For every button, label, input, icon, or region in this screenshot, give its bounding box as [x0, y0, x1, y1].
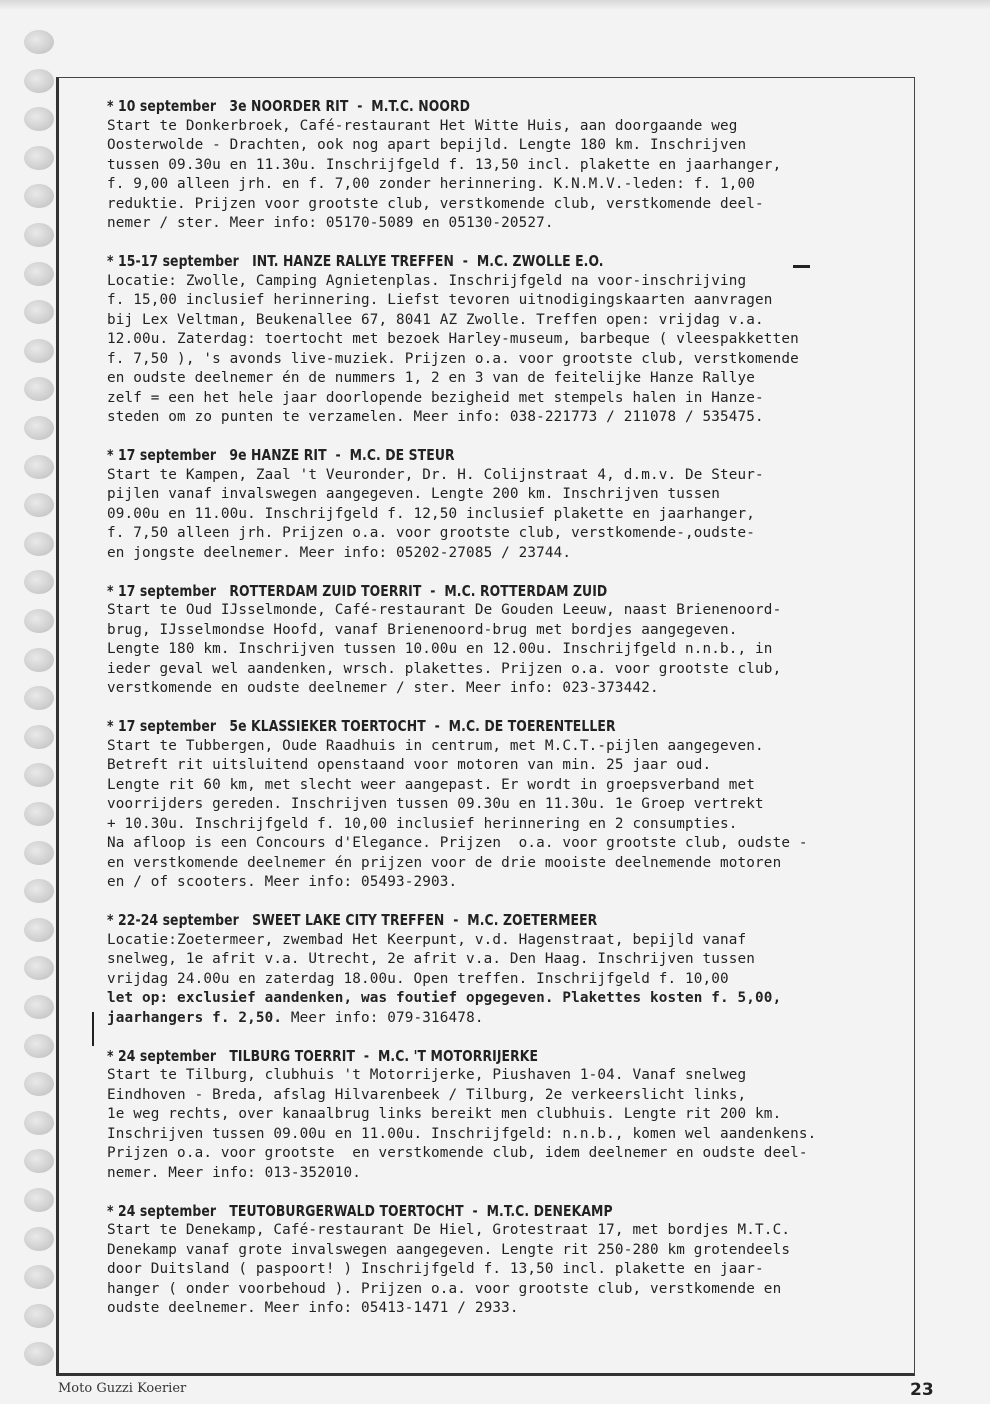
event-text: door Duitsland ( paspoort! ) Inschrijfgeld f. 13,50 incl. plakette en jaar- — [107, 1261, 764, 1277]
binder-hole — [24, 841, 54, 865]
event-text: + 10.30u. Inschrijfgeld f. 10,00 inclusief herinnering en 2 consumpties. — [107, 815, 738, 832]
binder-hole — [24, 223, 54, 247]
binder-hole — [24, 802, 54, 826]
event-text: zelf = een het hele jaar doorlopende bezigheid met stempels halen in Hanze- — [107, 389, 764, 406]
event-text: Betreft rit uitsluitend openstaand voor motoren van min. 25 jaar oud. — [107, 757, 712, 773]
binder-hole — [24, 956, 54, 980]
binder-hole — [24, 30, 54, 54]
binder-hole — [24, 1188, 54, 1212]
binder-hole — [24, 107, 54, 131]
event-text: en / of scooters. Meer info: 05493-2903. — [107, 874, 458, 890]
event-info: Meer info: 079-316478. — [282, 1009, 484, 1026]
binder-hole — [24, 300, 54, 324]
binder-hole — [24, 763, 54, 787]
event-text: Lengte rit 60 km, met slecht weer aangepast. Er wordt in groepsverband met — [107, 776, 756, 793]
event-heading: * 22-24 september SWEET LAKE CITY TREFFEN - M.C. ZOETERMEER — [107, 911, 598, 929]
binder-hole — [24, 262, 54, 286]
event-text: Na afloop is een Concours d'Elegance. Prijzen o.a. voor grootste club, oudste - — [107, 835, 808, 851]
event-text: 1e weg rechts, over kanaalbrug links bereikt men clubhuis. Lengte rit 200 km. — [107, 1106, 782, 1122]
binder-hole — [24, 1072, 54, 1096]
event-text: f. 9,00 alleen jrh. en f. 7,00 zonder herinnering. K.N.M.V.-leden: f. 1,00 — [107, 176, 756, 192]
event-text: steden om zo punten te verzamelen. Meer info: 038-221773 / 211078 / 535475. — [107, 409, 764, 425]
event-heading: * 17 september 9e HANZE RIT - M.C. DE STEUR — [107, 446, 455, 464]
binder-hole — [24, 995, 54, 1019]
binder-hole — [24, 455, 54, 479]
correction-text: let op: exclusief aandenken, was foutief opgegeven. Plakettes kosten f. 5,00, — [107, 990, 782, 1006]
event-text: Start te Tilburg, clubhuis 't Motorrijerke, Piushaven 1-04. Vanaf snelweg — [107, 1067, 747, 1083]
event-entry — [107, 582, 897, 699]
binder-hole — [24, 609, 54, 633]
binder-hole — [24, 1227, 54, 1251]
binder-hole — [24, 493, 54, 517]
event-text: Locatie:Zoetermeer, zwembad Het Keerpunt, v.d. Hagenstraat, bepijld vanaf — [107, 931, 747, 948]
publication-name: Moto Guzzi Koerier — [58, 1381, 187, 1396]
event-text: oudste deelnemer. Meer info: 05413-1471 / 2933. — [107, 1300, 519, 1316]
event-text: Eindhoven - Breda, afslag Hilvarenbeek / Tilburg, 2e verkeerslicht links, — [107, 1086, 747, 1103]
page-edge — [0, 0, 990, 10]
event-text: Start te Donkerbroek, Café-restaurant Het Witte Huis, aan doorgaande weg — [107, 117, 738, 134]
event-heading: * 17 september ROTTERDAM ZUID TOERRIT - M.C. ROTTERDAM ZUID — [107, 581, 608, 600]
event-text: vrijdag 24.00u en zaterdag 18.00u. Open treffen. Inschrijfgeld f. 10,00 — [107, 970, 729, 987]
binder-hole — [24, 570, 54, 594]
event-text: Inschrijven tussen 09.00u en 11.00u. Inschrijfgeld: n.n.b., komen wel aandenkens. — [107, 1125, 817, 1142]
correction-text: jaarhangers f. 2,50. — [107, 1009, 283, 1026]
event-heading: * 15-17 september INT. HANZE RALLYE TREFFEN - M.C. ZWOLLE E.O. — [107, 252, 604, 270]
binder-hole — [24, 339, 54, 363]
event-text: 09.00u en 11.00u. Inschrijfgeld f. 12,50 inclusief plakette en jaarhanger, — [107, 505, 756, 522]
event-text: hanger ( onder voorbehoud ). Prijzen o.a. voor grootste club, verstkomende en — [107, 1280, 782, 1297]
binder-hole — [24, 686, 54, 710]
binder-hole — [24, 532, 54, 556]
event-text: Start te Tubbergen, Oude Raadhuis in centrum, met M.C.T.-pijlen aangegeven. — [107, 737, 764, 754]
page-number: 23 — [910, 1380, 934, 1400]
correction-bar — [92, 1012, 94, 1046]
event-text: reduktie. Prijzen voor grootste club, verstkomende club, verstkomende deel- — [107, 195, 764, 212]
event-text: verstkomende en oudste deelnemer / ster. Meer info: 023-373442. — [107, 680, 659, 696]
binder-hole — [24, 918, 54, 942]
event-text: Denekamp vanaf grote invalswegen aangegeven. Lengte rit 250-280 km grotendeels — [107, 1241, 791, 1258]
event-text: tussen 09.30u en 11.30u. Inschrijfgeld f. 13,50 incl. plakette en jaarhanger, — [107, 156, 782, 173]
event-text: pijlen vanaf invalswegen aangegeven. Lengte 200 km. Inschrijven tussen — [107, 486, 721, 502]
binder-hole — [24, 1304, 54, 1328]
event-entry — [107, 1202, 897, 1319]
event-text: snelweg, 1e afrit v.a. Utrecht, 2e afrit v.a. Den Haag. Inschrijven tussen — [107, 951, 756, 967]
event-text: Lengte 180 km. Inschrijven tussen 10.00u en 12.00u. Inschrijfgeld n.n.b., in — [107, 641, 773, 657]
event-text: Start te Denekamp, Café-restaurant De Hiel, Grotestraat 17, met bordjes M.T.C. — [107, 1222, 791, 1238]
event-calendar — [107, 97, 897, 1337]
event-text: f. 7,50 alleen jrh. Prijzen o.a. voor grootste club, verstkomende-,oudste- — [107, 525, 756, 541]
binder-hole — [24, 1034, 54, 1058]
binder-hole — [24, 184, 54, 208]
event-heading: * 24 september TILBURG TOERRIT - M.C. 'T MOTORRIJERKE — [107, 1046, 539, 1065]
event-text: f. 7,50 ), 's avonds live-muziek. Prijzen o.a. voor grootste club, verstkomende — [107, 350, 799, 367]
binder-hole — [24, 146, 54, 170]
event-entry — [107, 252, 897, 428]
event-text: en jongste deelnemer. Meer info: 05202-27085 / 23744. — [107, 544, 572, 561]
event-text: Start te Kampen, Zaal 't Veuronder, Dr. H. Colijnstraat 4, d.m.v. De Steur- — [107, 466, 764, 483]
event-entry — [107, 1047, 897, 1184]
binder-hole — [24, 1342, 54, 1366]
event-text: nemer. Meer info: 013-352010. — [107, 1164, 361, 1181]
event-entry — [107, 446, 897, 563]
binder-hole — [24, 1149, 54, 1173]
event-text: en verstkomende deelnemer én prijzen voor de drie mooiste deelnemende motoren — [107, 854, 782, 871]
event-heading: * 10 september 3e NOORDER RIT - M.T.C. NOORD — [107, 97, 471, 115]
binder-hole — [24, 416, 54, 440]
binder-hole — [24, 69, 54, 93]
event-entry — [107, 97, 897, 234]
binder-hole — [24, 1265, 54, 1289]
binder-hole — [24, 1111, 54, 1135]
event-text: Locatie: Zwolle, Camping Agnietenplas. Inschrijfgeld na voor-inschrijving — [107, 272, 747, 289]
binder-holes — [24, 30, 56, 1400]
event-text: en oudste deelnemer én de nummers 1, 2 en 3 van de feitelijke Hanze Rallye — [107, 370, 756, 386]
binder-hole — [24, 377, 54, 401]
event-text: 12.00u. Zaterdag: toertocht met bezoek Harley-museum, barbeque ( vleespakketten — [107, 331, 799, 347]
event-text: Oosterwolde - Drachten, ook nog apart bepijld. Lengte 180 km. Inschrijven — [107, 137, 747, 153]
event-text: bij Lex Veltman, Beukenallee 67, 8041 AZ Zwolle. Treffen open: vrijdag v.a. — [107, 311, 764, 328]
event-text: voorrijders gereden. Inschrijven tussen 09.30u en 11.30u. 1e Groep vertrekt — [107, 796, 764, 812]
binder-hole — [24, 879, 54, 903]
event-text: ieder geval wel aandenken, wrsch. plakettes. Prijzen o.a. voor grootste club, — [107, 660, 782, 677]
event-text — [107, 1009, 897, 1029]
event-entry — [107, 717, 897, 893]
event-entry — [107, 911, 897, 1028]
event-text: Prijzen o.a. voor grootste en verstkomende club, idem deelnemer en oudste deel- — [107, 1145, 808, 1161]
event-text: f. 15,00 inclusief herinnering. Liefst tevoren uitnodigingskaarten aanvragen — [107, 292, 773, 308]
event-heading: * 17 september 5e KLASSIEKER TOERTOCHT - M.C. DE TOERENTELLER — [107, 717, 616, 735]
binder-hole — [24, 725, 54, 749]
binder-hole — [24, 648, 54, 672]
event-heading: * 24 september TEUTOBURGERWALD TOERTOCHT - M.T.C. DENEKAMP — [107, 1201, 613, 1220]
event-text: nemer / ster. Meer info: 05170-5089 en 05130-20527. — [107, 215, 554, 231]
event-text: Start te Oud IJsselmonde, Café-restaurant De Gouden Leeuw, naast Brienenoord- — [107, 602, 782, 618]
event-text: brug, IJsselmondse Hoofd, vanaf Brienenoord-brug met bordjes aangegeven. — [107, 621, 738, 638]
